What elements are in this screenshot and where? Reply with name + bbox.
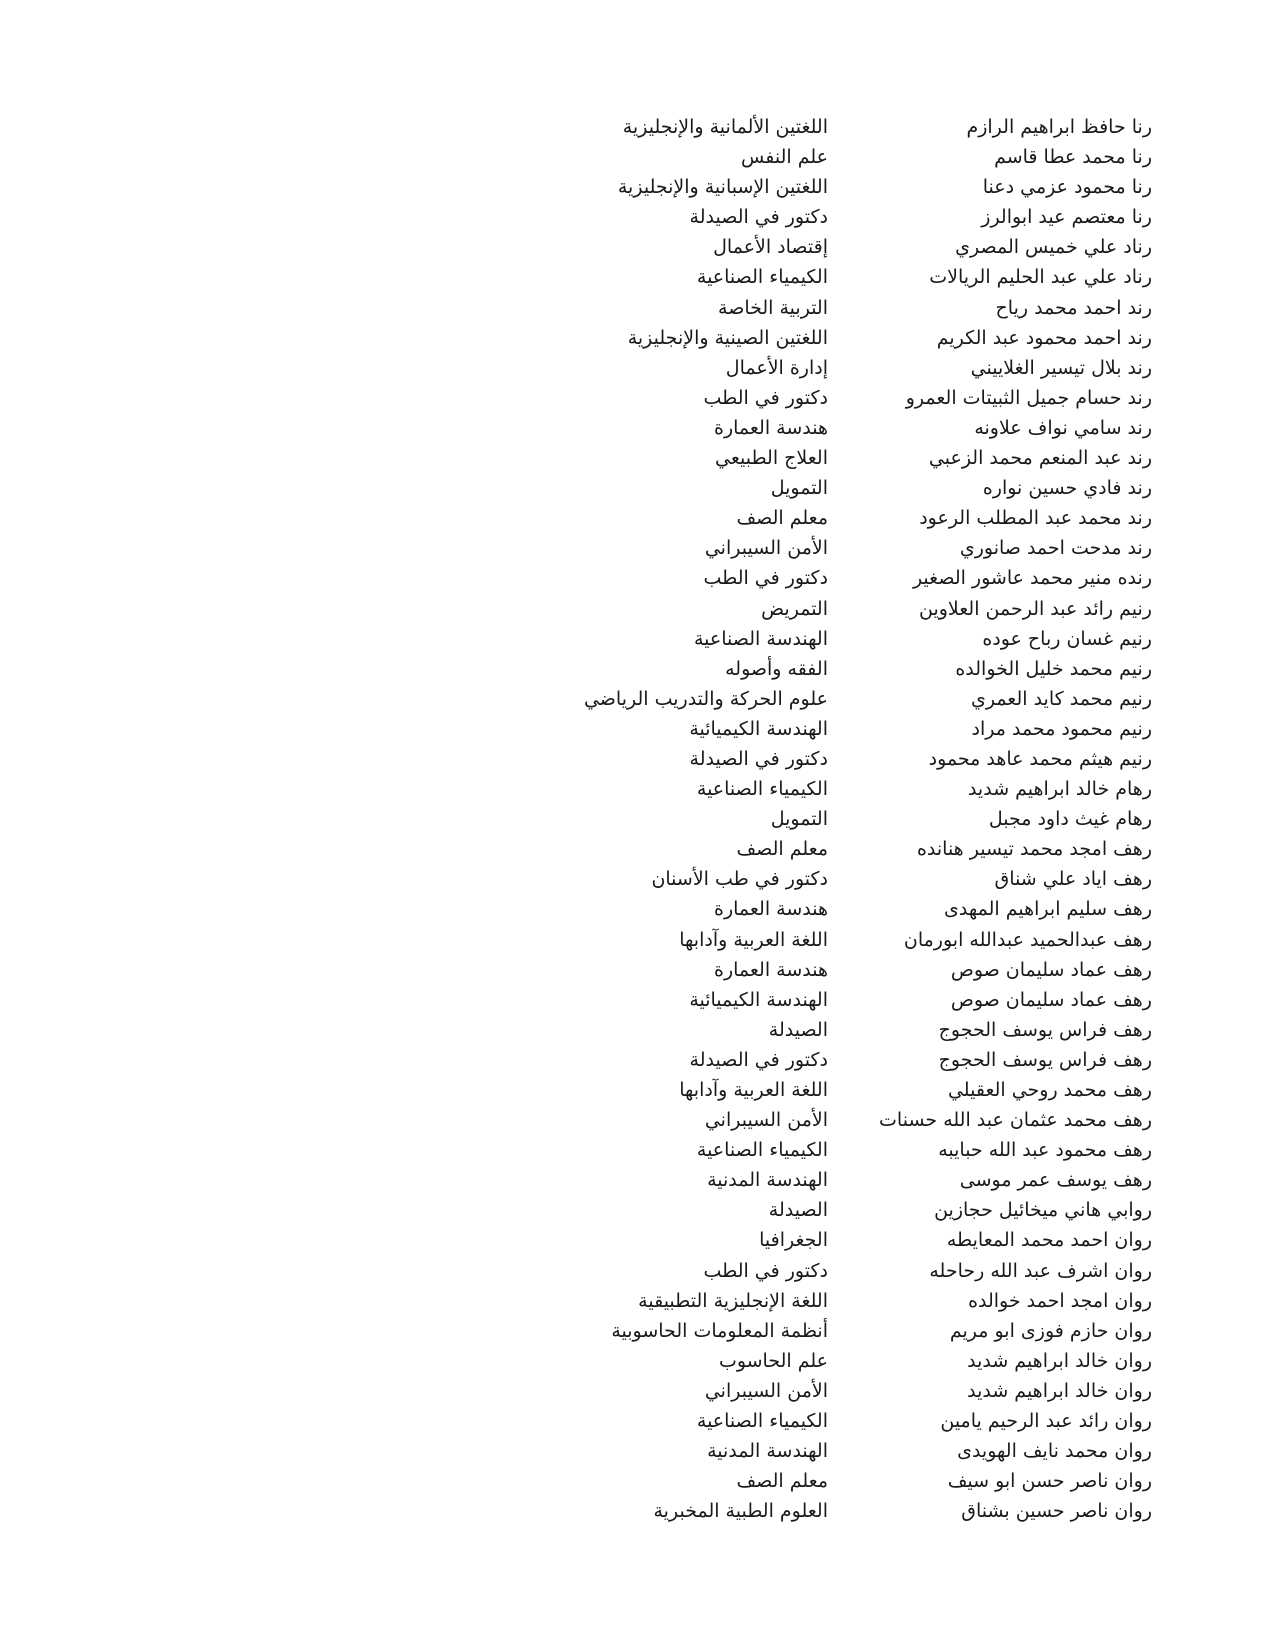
student-name: رهف محمود عبد الله حبايبه [938, 1139, 1152, 1162]
student-name: رند مدحت احمد صانوري [959, 537, 1152, 560]
list-item [0, 112, 1275, 142]
list-item [0, 925, 1275, 955]
student-name: رهام خالد ابراهيم شديد [967, 778, 1152, 801]
student-major: اللغة العربية وآدابها [679, 1079, 828, 1101]
student-major: العلاج الطبيعي [715, 447, 828, 470]
student-major: الكيمياء الصناعية [696, 1410, 828, 1433]
student-major: دكتور في الصيدلة [689, 747, 828, 770]
student-name: روان خالد ابراهيم شديد [967, 1379, 1152, 1402]
student-major: الأمن السيبراني [704, 1379, 828, 1402]
student-name: رند فادي حسين نواره [982, 477, 1152, 500]
student-major: أنظمة المعلومات الحاسوبية [611, 1319, 828, 1342]
student-name: رنيم محمود محمد مراد [971, 717, 1152, 740]
list-item [0, 1496, 1275, 1526]
student-major: الجغرافيا [759, 1229, 828, 1252]
list-item [0, 503, 1275, 533]
student-name: رند محمد عبد المطلب الرعود [919, 507, 1152, 530]
student-major: الأمن السيبراني [704, 1109, 828, 1132]
student-name: رند احمد محمود عبد الكريم [936, 326, 1152, 349]
student-name: رهف محمد عثمان عبد الله حسنات [879, 1109, 1152, 1132]
student-major: معلم الصف [736, 838, 828, 861]
list-item [0, 533, 1275, 563]
student-major: اللغتين الصينية والإنجليزية [627, 326, 828, 349]
student-name: روان اشرف عبد الله رحاحله [929, 1259, 1152, 1282]
list-item [0, 1466, 1275, 1496]
list-item [0, 172, 1275, 202]
student-major: هندسة العمارة [713, 958, 828, 981]
list-item [0, 1286, 1275, 1316]
student-major: معلم الصف [736, 507, 828, 530]
student-name: رنده منير محمد عاشور الصغير [912, 567, 1152, 590]
student-name: روان حازم فوزى ابو مريم [949, 1319, 1152, 1342]
student-name: رند حسام جميل الثبيتات العمرو [905, 386, 1152, 409]
list-item [0, 1316, 1275, 1346]
student-name: رند احمد محمد رياح [995, 296, 1152, 319]
list-item [0, 1165, 1275, 1195]
student-major: هندسة العمارة [713, 416, 828, 439]
list-item [0, 714, 1275, 744]
student-major: اللغة الإنجليزية التطبيقية [638, 1289, 828, 1312]
student-major: الكيمياء الصناعية [696, 1139, 828, 1162]
list-item [0, 262, 1275, 292]
student-name: رنيم غسان رباح عوده [982, 627, 1152, 650]
student-major: علوم الحركة والتدريب الرياضي [583, 687, 828, 710]
list-item [0, 1105, 1275, 1135]
list-item [0, 1256, 1275, 1286]
list-item [0, 202, 1275, 232]
list-item [0, 774, 1275, 804]
student-list [0, 112, 1275, 1526]
student-major: الهندسة الكيميائية [689, 717, 828, 740]
student-major: الفقه وأصوله [725, 657, 828, 680]
student-name: روان محمد نايف الهويدى [957, 1440, 1152, 1463]
student-name: روان رائد عبد الرحيم يامين [940, 1410, 1152, 1433]
student-name: رنيم محمد خليل الخوالده [955, 657, 1152, 680]
list-item [0, 834, 1275, 864]
list-item [0, 804, 1275, 834]
student-name: روان خالد ابراهيم شديد [967, 1349, 1152, 1372]
list-item [0, 1225, 1275, 1255]
list-item [0, 142, 1275, 172]
student-name: رهف عبدالحميد عبدالله ابورمان [903, 928, 1152, 951]
student-name: رهف يوسف عمر موسى [959, 1169, 1152, 1192]
list-item [0, 624, 1275, 654]
student-major: دكتور في الصيدلة [689, 1048, 828, 1071]
student-major: التمويل [770, 808, 828, 831]
student-major: دكتور في الطب [703, 386, 828, 409]
student-major: اللغتين الألمانية والإنجليزية [622, 116, 828, 138]
student-major: التربية الخاصة [718, 296, 828, 319]
list-item [0, 1346, 1275, 1376]
list-item [0, 563, 1275, 593]
list-item [0, 353, 1275, 383]
student-major: التمويل [770, 477, 828, 500]
student-name: روان احمد محمد المعايطه [946, 1229, 1152, 1252]
student-name: رند عبد المنعم محمد الزعبي [928, 447, 1152, 470]
student-major: دكتور في طب الأسنان [651, 868, 828, 891]
student-name: روان ناصر حسين بشناق [961, 1500, 1152, 1523]
student-name: رهف امجد محمد تيسير هنانده [916, 838, 1152, 861]
student-name: روابي هاني ميخائيل حجازين [934, 1199, 1152, 1222]
student-major: اللغة العربية وآدابها [679, 928, 828, 951]
list-item [0, 864, 1275, 894]
student-major: الهندسة المدنية [707, 1440, 828, 1463]
list-item [0, 594, 1275, 624]
student-name: روان امجد احمد خوالده [968, 1289, 1152, 1312]
student-major: علم النفس [741, 146, 828, 169]
list-item [0, 1195, 1275, 1225]
list-item [0, 293, 1275, 323]
student-major: إقتصاد الأعمال [713, 236, 828, 259]
list-item [0, 894, 1275, 924]
list-item [0, 744, 1275, 774]
student-major: العلوم الطبية المخبرية [653, 1500, 828, 1523]
student-name: رنا حافظ ابراهيم الرازم [966, 116, 1152, 138]
list-item [0, 1436, 1275, 1466]
student-major: الصيدلة [768, 1018, 828, 1041]
student-name: رهف سليم ابراهيم المهدى [944, 898, 1152, 921]
list-item [0, 473, 1275, 503]
student-name: رنيم هيثم محمد عاهد محمود [928, 747, 1152, 770]
student-name: رهف عماد سليمان صوص [950, 958, 1152, 981]
student-major: دكتور في الطب [703, 567, 828, 590]
student-name: رنا معتصم عيد ابوالرز [981, 206, 1152, 229]
student-name: رنا محمد عطا قاسم [994, 146, 1152, 169]
list-item [0, 654, 1275, 684]
student-major: دكتور في الصيدلة [689, 206, 828, 229]
student-major: الهندسة الكيميائية [689, 988, 828, 1011]
list-item [0, 684, 1275, 714]
student-major: إدارة الأعمال [725, 356, 828, 379]
student-name: رنيم محمد كايد العمري [970, 687, 1152, 710]
list-item [0, 1075, 1275, 1105]
student-major: اللغتين الإسبانية والإنجليزية [617, 176, 828, 199]
list-item [0, 955, 1275, 985]
list-item [0, 413, 1275, 443]
list-item [0, 985, 1275, 1015]
student-name: رهف فراس يوسف الحجوج [938, 1018, 1152, 1041]
list-item [0, 323, 1275, 353]
student-name: رهف عماد سليمان صوص [950, 988, 1152, 1011]
list-item [0, 232, 1275, 262]
student-major: هندسة العمارة [713, 898, 828, 921]
student-name: رهف محمد روحي العقيلي [947, 1079, 1152, 1101]
student-major: الكيمياء الصناعية [696, 778, 828, 801]
student-name: رنا محمود عزمي دعنا [982, 176, 1152, 199]
student-major: الصيدلة [768, 1199, 828, 1222]
student-major: الأمن السيبراني [704, 537, 828, 560]
student-major: معلم الصف [736, 1470, 828, 1493]
student-name: رهام غيث داود مجبل [988, 808, 1152, 831]
list-item [0, 1135, 1275, 1165]
student-major: الهندسة المدنية [707, 1169, 828, 1192]
list-item [0, 1406, 1275, 1436]
student-name: رهف فراس يوسف الحجوج [938, 1048, 1152, 1071]
student-name: رناد علي خميس المصري [955, 236, 1152, 259]
list-item [0, 1015, 1275, 1045]
student-major: الكيمياء الصناعية [696, 266, 828, 289]
student-major: دكتور في الطب [703, 1259, 828, 1282]
list-item [0, 1376, 1275, 1406]
student-name: رهف اياد علي شناق [994, 868, 1152, 891]
student-name: رنيم رائد عبد الرحمن العلاوين [918, 597, 1152, 620]
list-item [0, 1045, 1275, 1075]
student-name: روان ناصر حسن ابو سيف [947, 1470, 1152, 1493]
student-name: رند بلال تيسير الغلاييني [970, 356, 1152, 379]
student-name: رناد علي عبد الحليم الريالات [929, 266, 1152, 289]
list-item [0, 383, 1275, 413]
student-major: علم الحاسوب [718, 1349, 828, 1372]
student-major: التمريض [761, 597, 828, 620]
student-name: رند سامي نواف علاونه [974, 416, 1152, 439]
list-item [0, 443, 1275, 473]
student-major: الهندسة الصناعية [693, 627, 828, 650]
